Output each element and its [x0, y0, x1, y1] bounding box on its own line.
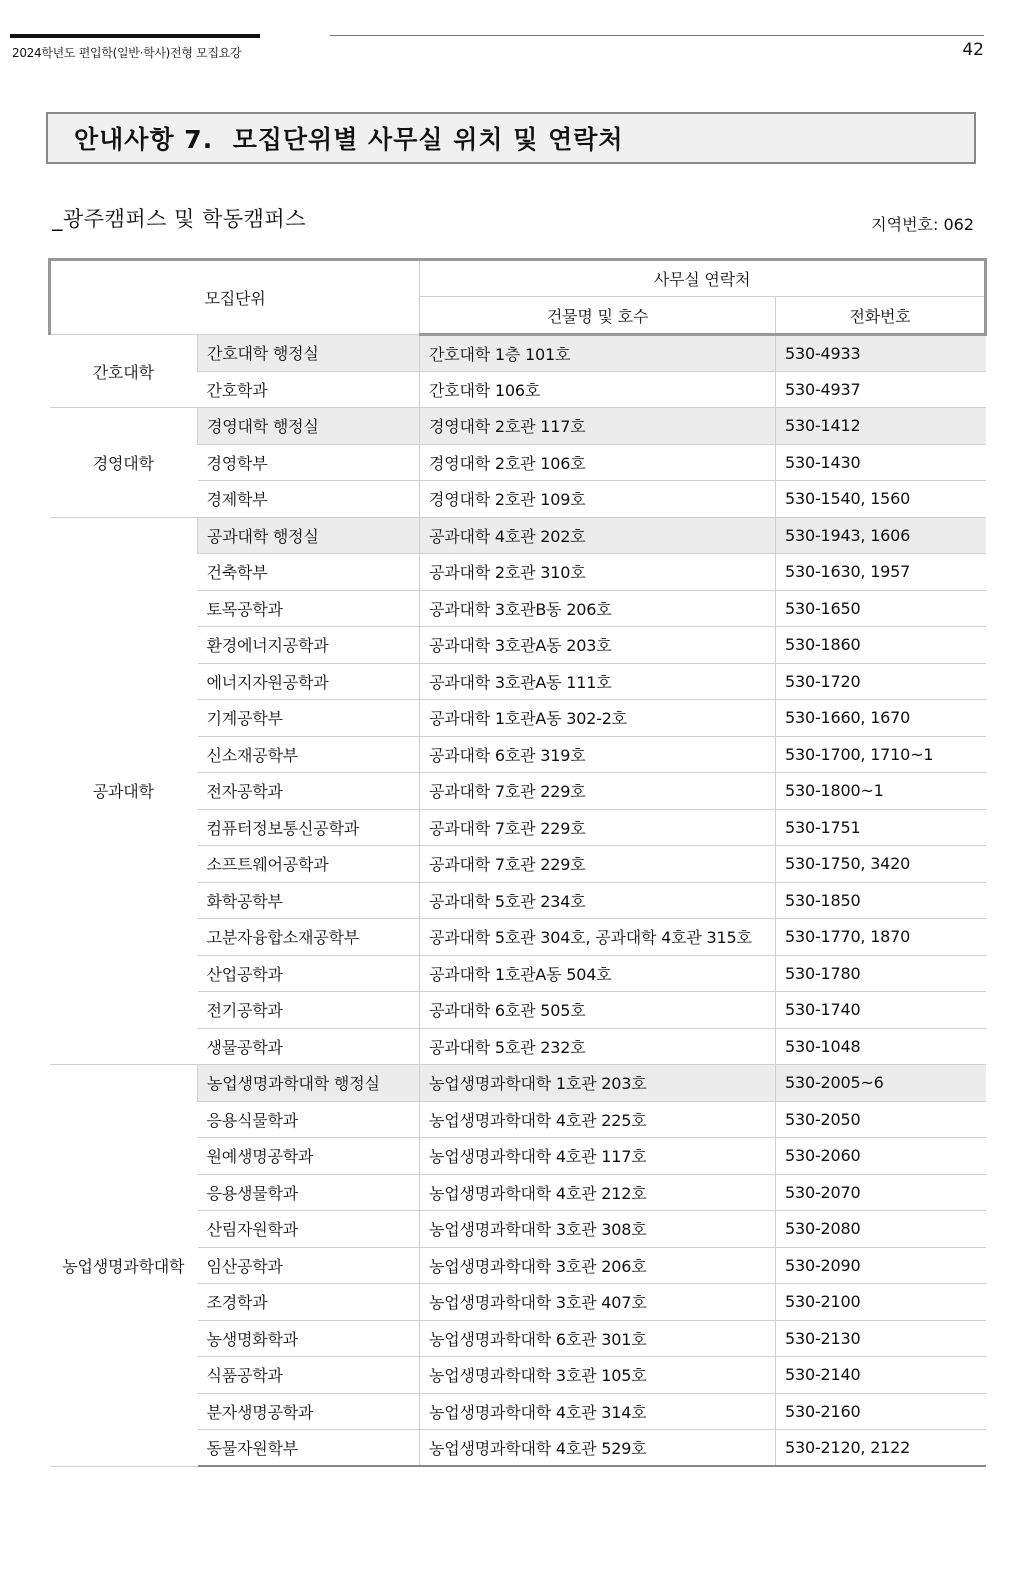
- phone-number: 530-2100: [776, 1284, 986, 1321]
- phone-number: 530-1048: [776, 1028, 986, 1065]
- section-title: 안내사항 7. 모집단위별 사무실 위치 및 연락처: [74, 125, 624, 154]
- department-name: 식품공학과: [198, 1357, 420, 1394]
- department-name: 에너지자원공학과: [198, 663, 420, 700]
- college-name: 경영대학: [50, 408, 198, 518]
- phone-number: 530-4933: [776, 335, 986, 372]
- phone-number: 530-1720: [776, 663, 986, 700]
- building-room: 공과대학 6호관 319호: [420, 736, 776, 773]
- department-name: 공과대학 행정실: [198, 517, 420, 554]
- phone-number: 530-1750, 3420: [776, 846, 986, 883]
- building-room: 농업생명과학대학 4호관 529호: [420, 1430, 776, 1467]
- department-name: 건축학부: [198, 554, 420, 591]
- department-name: 분자생명공학과: [198, 1393, 420, 1430]
- building-room: 공과대학 5호관 234호: [420, 882, 776, 919]
- phone-number: 530-1740: [776, 992, 986, 1029]
- department-name: 산업공학과: [198, 955, 420, 992]
- department-name: 농생명화학과: [198, 1320, 420, 1357]
- phone-number: 530-1540, 1560: [776, 481, 986, 518]
- table-body: [50, 335, 986, 1467]
- building-room: 농업생명과학대학 4호관 117호: [420, 1138, 776, 1175]
- building-room: 농업생명과학대학 3호관 308호: [420, 1211, 776, 1248]
- phone-number: 530-1770, 1870: [776, 919, 986, 956]
- department-name: 조경학과: [198, 1284, 420, 1321]
- department-name: 간호대학 행정실: [198, 335, 420, 372]
- header-rule-thick: [10, 34, 260, 38]
- department-name: 경제학부: [198, 481, 420, 518]
- building-room: 농업생명과학대학 6호관 301호: [420, 1320, 776, 1357]
- table-row: [50, 517, 986, 554]
- building-room: 공과대학 3호관A동 203호: [420, 627, 776, 664]
- page-number: 42: [962, 40, 984, 60]
- department-name: 응용식물학과: [198, 1101, 420, 1138]
- department-name: 전기공학과: [198, 992, 420, 1029]
- table-row: [50, 1065, 986, 1102]
- department-name: 환경에너지공학과: [198, 627, 420, 664]
- office-contact-table: [48, 258, 987, 1467]
- area-code: 지역번호: 062: [871, 215, 974, 234]
- campus-heading: _광주캠퍼스 및 학동캠퍼스: [52, 207, 306, 231]
- header-building: 건물명 및 호수: [420, 297, 776, 335]
- department-name: 생물공학과: [198, 1028, 420, 1065]
- header-rule-thin: [330, 35, 984, 36]
- building-room: 공과대학 6호관 505호: [420, 992, 776, 1029]
- building-room: 경영대학 2호관 117호: [420, 408, 776, 445]
- department-name: 원예생명공학과: [198, 1138, 420, 1175]
- building-room: 경영대학 2호관 109호: [420, 481, 776, 518]
- building-room: 농업생명과학대학 4호관 212호: [420, 1174, 776, 1211]
- table-row: [50, 335, 986, 372]
- phone-number: 530-1780: [776, 955, 986, 992]
- department-name: 임산공학과: [198, 1247, 420, 1284]
- phone-number: 530-1660, 1670: [776, 700, 986, 737]
- header-phone: 전화번호: [776, 297, 986, 335]
- phone-number: 530-2070: [776, 1174, 986, 1211]
- building-room: 농업생명과학대학 1호관 203호: [420, 1065, 776, 1102]
- building-room: 공과대학 7호관 229호: [420, 809, 776, 846]
- building-room: 공과대학 4호관 202호: [420, 517, 776, 554]
- college-name: 공과대학: [50, 517, 198, 1065]
- building-room: 농업생명과학대학 3호관 105호: [420, 1357, 776, 1394]
- phone-number: 530-1751: [776, 809, 986, 846]
- building-room: 농업생명과학대학 4호관 225호: [420, 1101, 776, 1138]
- header-contact: 사무실 연락처: [420, 260, 986, 297]
- department-name: 경영대학 행정실: [198, 408, 420, 445]
- building-room: 농업생명과학대학 4호관 314호: [420, 1393, 776, 1430]
- building-room: 공과대학 1호관A동 302-2호: [420, 700, 776, 737]
- building-room: 농업생명과학대학 3호관 206호: [420, 1247, 776, 1284]
- document-title: 2024학년도 편입학(일반·학사)전형 모집요강: [12, 46, 242, 60]
- department-name: 기계공학부: [198, 700, 420, 737]
- phone-number: 530-2060: [776, 1138, 986, 1175]
- building-room: 공과대학 7호관 229호: [420, 846, 776, 883]
- building-room: 공과대학 7호관 229호: [420, 773, 776, 810]
- phone-number: 530-1943, 1606: [776, 517, 986, 554]
- department-name: 응용생물학과: [198, 1174, 420, 1211]
- section-title-box: [46, 112, 976, 164]
- phone-number: 530-1630, 1957: [776, 554, 986, 591]
- department-name: 농업생명과학대학 행정실: [198, 1065, 420, 1102]
- phone-number: 530-2005~6: [776, 1065, 986, 1102]
- building-room: 간호대학 1층 101호: [420, 335, 776, 372]
- phone-number: 530-1850: [776, 882, 986, 919]
- college-name: 간호대학: [50, 335, 198, 408]
- department-name: 화학공학부: [198, 882, 420, 919]
- department-name: 소프트웨어공학과: [198, 846, 420, 883]
- building-room: 공과대학 3호관B동 206호: [420, 590, 776, 627]
- phone-number: 530-2080: [776, 1211, 986, 1248]
- building-room: 공과대학 3호관A동 111호: [420, 663, 776, 700]
- department-name: 경영학부: [198, 444, 420, 481]
- header-unit: 모집단위: [50, 260, 420, 335]
- department-name: 컴퓨터정보통신공학과: [198, 809, 420, 846]
- building-room: 농업생명과학대학 3호관 407호: [420, 1284, 776, 1321]
- college-name: 농업생명과학대학: [50, 1065, 198, 1467]
- phone-number: 530-1700, 1710~1: [776, 736, 986, 773]
- phone-number: 530-1430: [776, 444, 986, 481]
- department-name: 산림자원학과: [198, 1211, 420, 1248]
- building-room: 공과대학 2호관 310호: [420, 554, 776, 591]
- phone-number: 530-2050: [776, 1101, 986, 1138]
- phone-number: 530-4937: [776, 371, 986, 408]
- table-row: [50, 408, 986, 445]
- building-room: 간호대학 106호: [420, 371, 776, 408]
- phone-number: 530-2160: [776, 1393, 986, 1430]
- building-room: 경영대학 2호관 106호: [420, 444, 776, 481]
- building-room: 공과대학 5호관 232호: [420, 1028, 776, 1065]
- phone-number: 530-1860: [776, 627, 986, 664]
- building-room: 공과대학 1호관A동 504호: [420, 955, 776, 992]
- department-name: 동물자원학부: [198, 1430, 420, 1467]
- department-name: 신소재공학부: [198, 736, 420, 773]
- phone-number: 530-1650: [776, 590, 986, 627]
- phone-number: 530-1412: [776, 408, 986, 445]
- phone-number: 530-2140: [776, 1357, 986, 1394]
- department-name: 고분자융합소재공학부: [198, 919, 420, 956]
- phone-number: 530-2090: [776, 1247, 986, 1284]
- department-name: 토목공학과: [198, 590, 420, 627]
- phone-number: 530-2130: [776, 1320, 986, 1357]
- phone-number: 530-2120, 2122: [776, 1430, 986, 1467]
- phone-number: 530-1800~1: [776, 773, 986, 810]
- department-name: 간호학과: [198, 371, 420, 408]
- building-room: 공과대학 5호관 304호, 공과대학 4호관 315호: [420, 919, 776, 956]
- department-name: 전자공학과: [198, 773, 420, 810]
